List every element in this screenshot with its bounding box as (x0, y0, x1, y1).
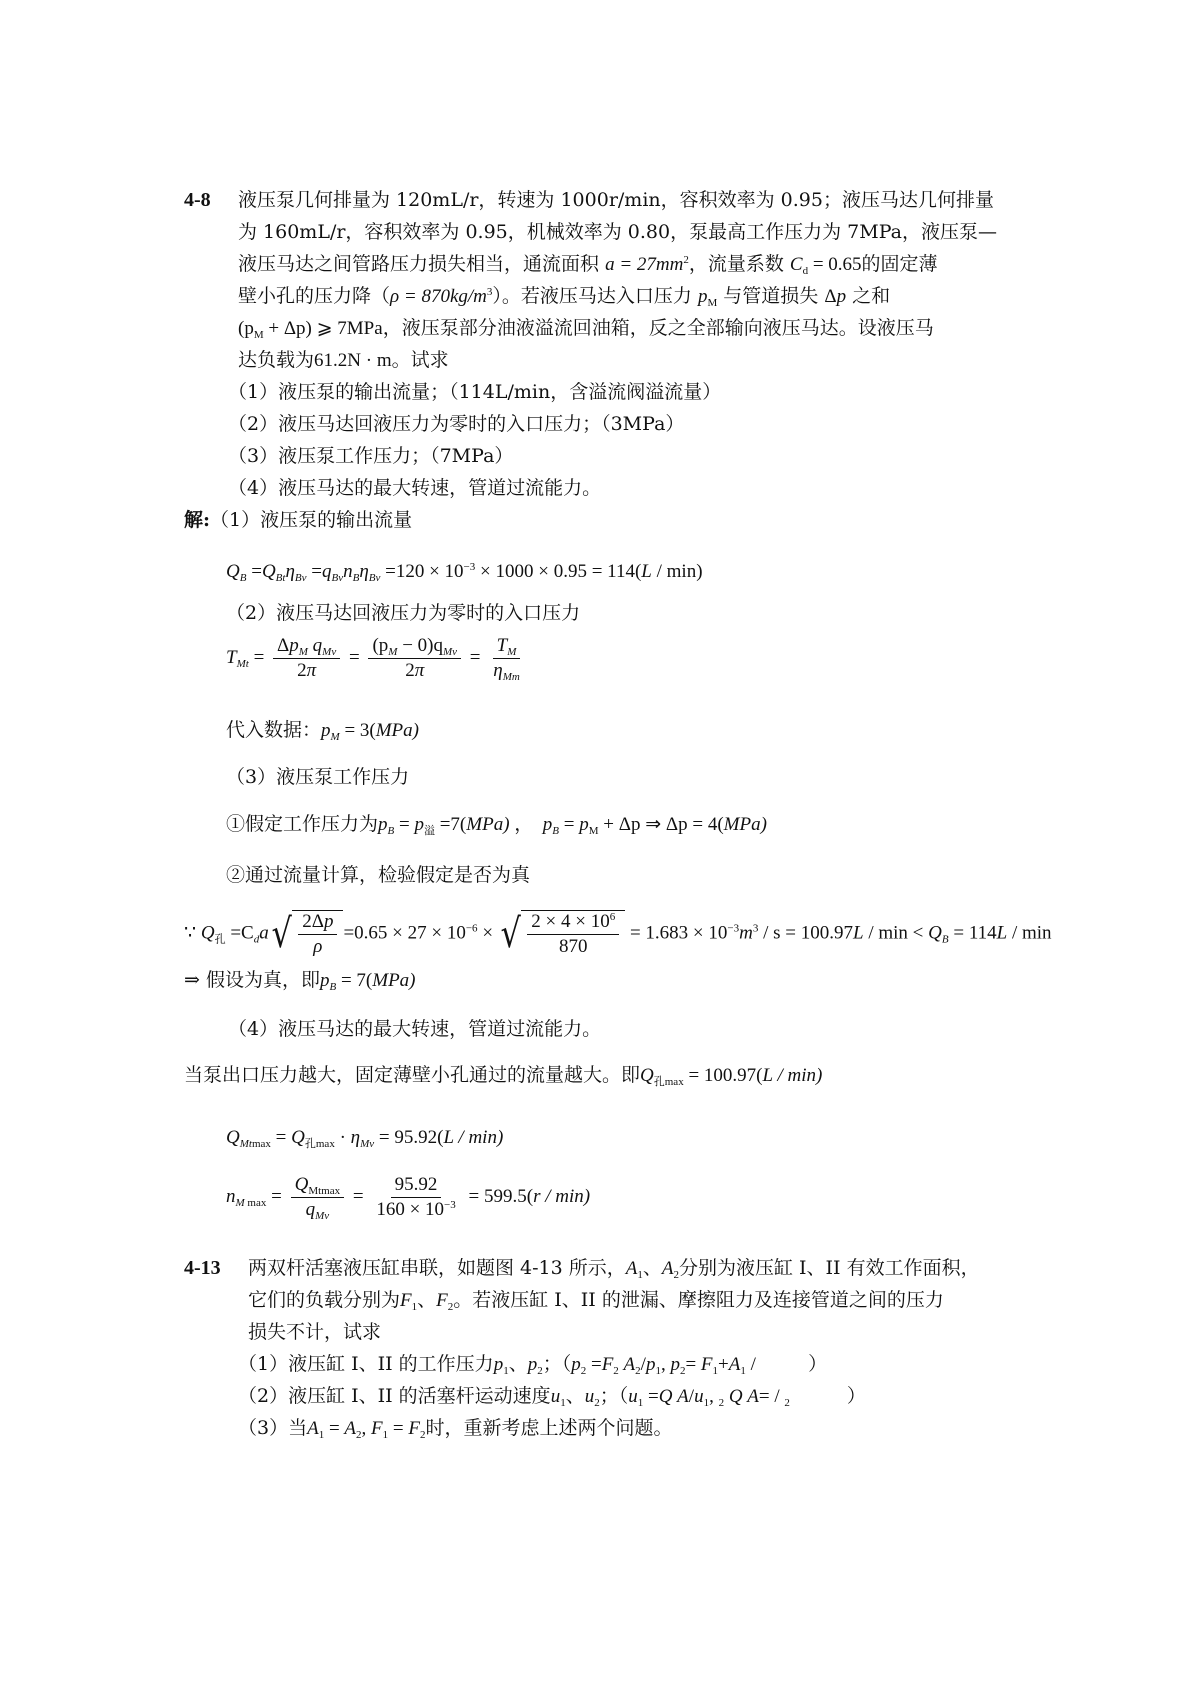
problem-4-8-line4: 壁小孔的压力降$(\rho = 870kg/m^3)$。若液压马达入口压力 $p_M$ 与管道损失 Δp 之和 (238, 285, 891, 309)
problem-4-8-line6: 达负载为61.2N · m。试求 (238, 349, 449, 371)
problem-number: 4-8 (184, 189, 211, 211)
question-4: （4）液压马达的最大转速，管道过流能力。 (228, 477, 602, 499)
problem-4-13-q2: （2）液压缸 I、II 的活塞杆运动速度$u_1$、$u_2$；（$u_1 =Q$ $A/u_1$, $_2$ Q A= / $_2$ ） (238, 1385, 866, 1409)
conclusion-line: ⇒ 假设为真，即$p_B = 7(MPa)$ (184, 969, 416, 993)
problem-4-13-line3: 损失不计，试求 (248, 1321, 382, 1343)
problem-4-13-q3: （3）当$A_1 = A_2$, $F_1 = F_2$时，重新考虑上述两个问题。 (238, 1417, 673, 1441)
equation-motor-flow-max: $Q_{Mtmax} = Q_{孔max} \cdot \eta_{Mv} = 95.92(L / \min)$ (226, 1127, 504, 1150)
substitute-data: 代入数据：$p_M = 3(MPa)$ (226, 719, 419, 743)
problem-4-8-line5: $(p_M + \Delta p)$ ⩾ 7MPa，液压泵部分油液溢流回油箱，反之全部输向液压马达。设液压马 (238, 317, 934, 341)
solution-step-1: 解:（1）液压泵的输出流量 (184, 509, 413, 531)
solution-label: 解: (184, 509, 211, 531)
question-2: （2）液压马达回液压力为零时的入口压力；（3MPa） (228, 413, 685, 435)
question-3: （3）液压泵工作压力；（7MPa） (228, 445, 514, 467)
equation-motor-torque: $T_{Mt}$ = $\frac{\Delta p_M q_{Mv}}{2\pi}$ = $\frac{(p_M - 0)q_{Mv}}{2\pi}$ = $\frac{T_M}{\eta_{Mm}}$ (226, 635, 520, 683)
problem-4-8-line2: 为 160mL/r，容积效率为 0.95，机械效率为 0.80，泵最高工作压力为 7MPa，液压泵— (238, 221, 997, 243)
question-1: （1）液压泵的输出流量；（114L/min，含溢流阀溢流量） (228, 381, 722, 403)
problem-4-8-line3: 液压马达之间管路压力损失相当，通流面积 $a = 27mm^2$，流量系数 $C_d = 0.65$的固定薄 (238, 253, 938, 277)
step-4-text: 当泵出口压力越大，固定薄壁小孔通过的流量越大。即$Q_{孔max} = 100.97(L / \min)$ (184, 1064, 823, 1088)
solution-step-4: （4）液压马达的最大转速，管道过流能力。 (228, 1018, 602, 1040)
equation-motor-speed-max: $n_{M max}$ = $\frac{Q_{Mtmax}}{q_{Mv}}$ = $\frac{95.92}{160 \times 10^{-3}}$ = 599.5(r / min) (226, 1174, 591, 1222)
verification-line: ②通过流量计算，检验假定是否为真 (226, 864, 531, 886)
problem-4-13-line1: 4-13 两双杆活塞液压缸串联，如题图 4-13 所示，$A_1$、$A_2$分别为液压缸 I、II 有效工作面积， (184, 1253, 980, 1284)
equation-pump-flow: $Q_B =Q_{Bt}\eta_{Bv} =q_{Bv}n_B\eta_{Bv} =120 \times 10^{-3} \times 1000 \times 0.95 = 114(L / \min)$ (226, 561, 703, 584)
assumption-line: ①假定工作压力为$p_B = p_溢 =7(MPa)$ ， $p_B = p_M + \Delta p$ ⇒ Δp = 4(MPa) (226, 813, 767, 837)
problem-number: 4-13 (184, 1257, 221, 1279)
problem-4-13-line2: 它们的负载分别为$F_1$、$F_2$。若液压缸 I、II 的泄漏、摩擦阻力及连接管道之间的压力 (248, 1289, 944, 1313)
equation-orifice-flow: ∵ $Q_孔 =C_da$ √ $\frac{2\Delta p}{\rho}$ $=0.65 \times 27 \times 10^{-6}$ × √ $\frac{2 \times 4 \times 10^6}{870}$ = $1.683 \times 10^{-3}m^3 / s = 100.97L / \min < Q_B = 114L / \min$ (184, 911, 1052, 957)
solution-step-2: （2）液压马达回液压力为零时的入口压力 (226, 602, 581, 624)
solution-step-3: （3）液压泵工作压力 (226, 766, 410, 788)
problem-4-8-line1: 4-8 液压泵几何排量为 120mL/r，转速为 1000r/min，容积效率为 0.95；液压马达几何排量 (184, 185, 994, 215)
problem-4-13-q1: （1）液压缸 I、II 的工作压力$p_1$、$p_2$；（$p_2 =F_2$ $A_2/p_1$, $p_2= F_1+A_1$ / ） (238, 1353, 828, 1377)
